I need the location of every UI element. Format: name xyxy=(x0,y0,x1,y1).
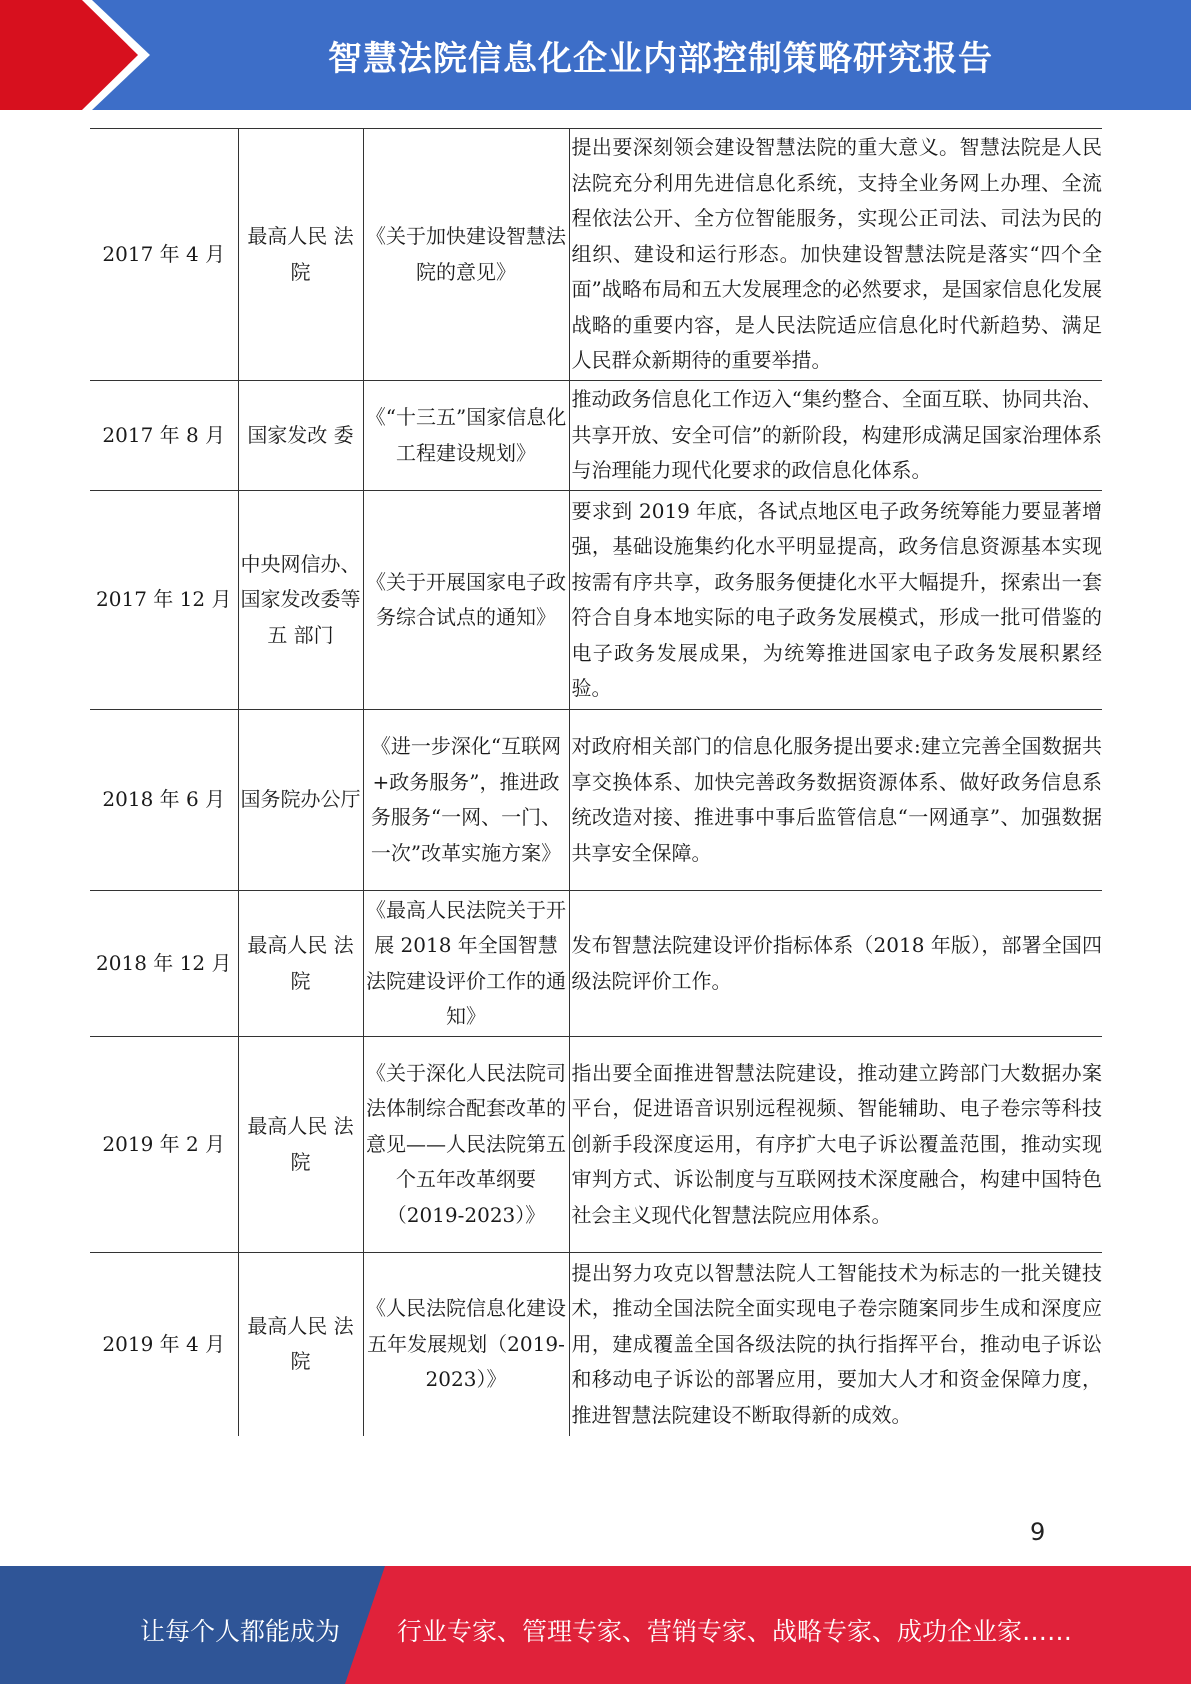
page-number: 9 xyxy=(1030,1518,1046,1546)
document-title: 智慧法院信息化企业内部控制策略研究报告 xyxy=(328,38,993,79)
table-row xyxy=(90,1253,1102,1436)
document-cell: 《关于开展国家电子政务综合试点的通知》 xyxy=(363,491,569,710)
table-row xyxy=(90,491,1102,710)
table-row xyxy=(90,381,1102,491)
description-cell: 指出要全面推进智慧法院建设，推动建立跨部门大数据办案平台，促进语音识别远程视频、智能辅助、电子卷宗等科技创新手段深度运用，有序扩大电子诉讼覆盖范围，推动实现审判方式、诉讼制度与互联网技术深度融合，构建中国特色社会主义现代化智慧法院应用体系。 xyxy=(569,1037,1102,1253)
issuer-cell: 最高人民 法院 xyxy=(238,891,363,1037)
document-cell: 《“十三五”国家信息化工程建设规划》 xyxy=(363,381,569,491)
footer-slogan-left: 让每个人都能成为 xyxy=(140,1617,341,1646)
document-cell: 《最高人民法院关于开展 2018 年全国智慧法院建设评价工作的通知》 xyxy=(363,891,569,1037)
date-cell: 2019 年 4 月 xyxy=(90,1253,238,1436)
description-cell: 对政府相关部门的信息化服务提出要求:建立完善全国数据共享交换体系、加快完善政务数据资源体系、做好政务信息系统改造对接、推进事中事后监管信息“一网通享”、加强数据共享安全保障。 xyxy=(569,710,1102,891)
table-row xyxy=(90,710,1102,891)
document-cell: 《人民法院信息化建设五年发展规划（2019-2023）》 xyxy=(363,1253,569,1436)
date-cell: 2017 年 8 月 xyxy=(90,381,238,491)
date-cell: 2018 年 12 月 xyxy=(90,891,238,1037)
issuer-cell: 国家发改 委 xyxy=(238,381,363,491)
date-cell: 2017 年 4 月 xyxy=(90,129,238,381)
description-cell: 要求到 2019 年底，各试点地区电子政务统筹能力要显著增强，基础设施集约化水平明显提高，政务信息资源基本实现按需有序共享，政务服务便捷化水平大幅提升，探索出一套符合自身本地实际的电子政务发展模式，形成一批可借鉴的电子政务发展成果，为统筹推进国家电子政务发展积累经验。 xyxy=(569,491,1102,710)
header-bar xyxy=(0,0,1191,110)
date-cell: 2019 年 2 月 xyxy=(90,1037,238,1253)
issuer-cell: 国务院办公厅 xyxy=(238,710,363,891)
description-cell: 提出努力攻克以智慧法院人工智能技术为标志的一批关键技术，推动全国法院全面实现电子卷宗随案同步生成和深度应用，建成覆盖全国各级法院的执行指挥平台，推动电子诉讼和移动电子诉讼的部署应用，要加大人才和资金保障力度，推进智慧法院建设不断取得新的成效。 xyxy=(569,1253,1102,1436)
table-row xyxy=(90,129,1102,381)
table-row xyxy=(90,1037,1102,1253)
footer-slogan-right: 行业专家、管理专家、营销专家、战略专家、成功企业家…… xyxy=(397,1617,1073,1646)
document-cell: 《进一步深化“互联网+政务服务”，推进政务服务“一网、一门、一次”改革实施方案》 xyxy=(363,710,569,891)
description-cell: 提出要深刻领会建设智慧法院的重大意义。智慧法院是人民法院充分利用先进信息化系统，支持全业务网上办理、全流程依法公开、全方位智能服务，实现公正司法、司法为民的组织、建设和运行形态。加快建设智慧法院是落实“四个全面”战略布局和五大发展理念的必然要求，是国家信息化发展战略的重要内容，是人民法院适应信息化时代新趋势、满足人民群众新期待的重要举措。 xyxy=(569,129,1102,381)
issuer-cell: 最高人民 法院 xyxy=(238,1253,363,1436)
table-row xyxy=(90,891,1102,1037)
document-cell: 《关于加快建设智慧法院的意见》 xyxy=(363,129,569,381)
issuer-cell: 中央网信办、国家发改委等五 部门 xyxy=(238,491,363,710)
issuer-cell: 最高人民 法院 xyxy=(238,129,363,381)
issuer-cell: 最高人民 法院 xyxy=(238,1037,363,1253)
date-cell: 2017 年 12 月 xyxy=(90,491,238,710)
document-cell: 《关于深化人民法院司法体制综合配套改革的意见——人民法院第五个五年改革纲要（2019-2023）》 xyxy=(363,1037,569,1253)
description-cell: 推动政务信息化工作迈入“集约整合、全面互联、协同共治、共享开放、安全可信”的新阶段，构建形成满足国家治理体系与治理能力现代化要求的政信息化体系。 xyxy=(569,381,1102,491)
date-cell: 2018 年 6 月 xyxy=(90,710,238,891)
description-cell: 发布智慧法院建设评价指标体系（2018 年版），部署全国四级法院评价工作。 xyxy=(569,891,1102,1037)
policy-table xyxy=(90,128,1102,1436)
